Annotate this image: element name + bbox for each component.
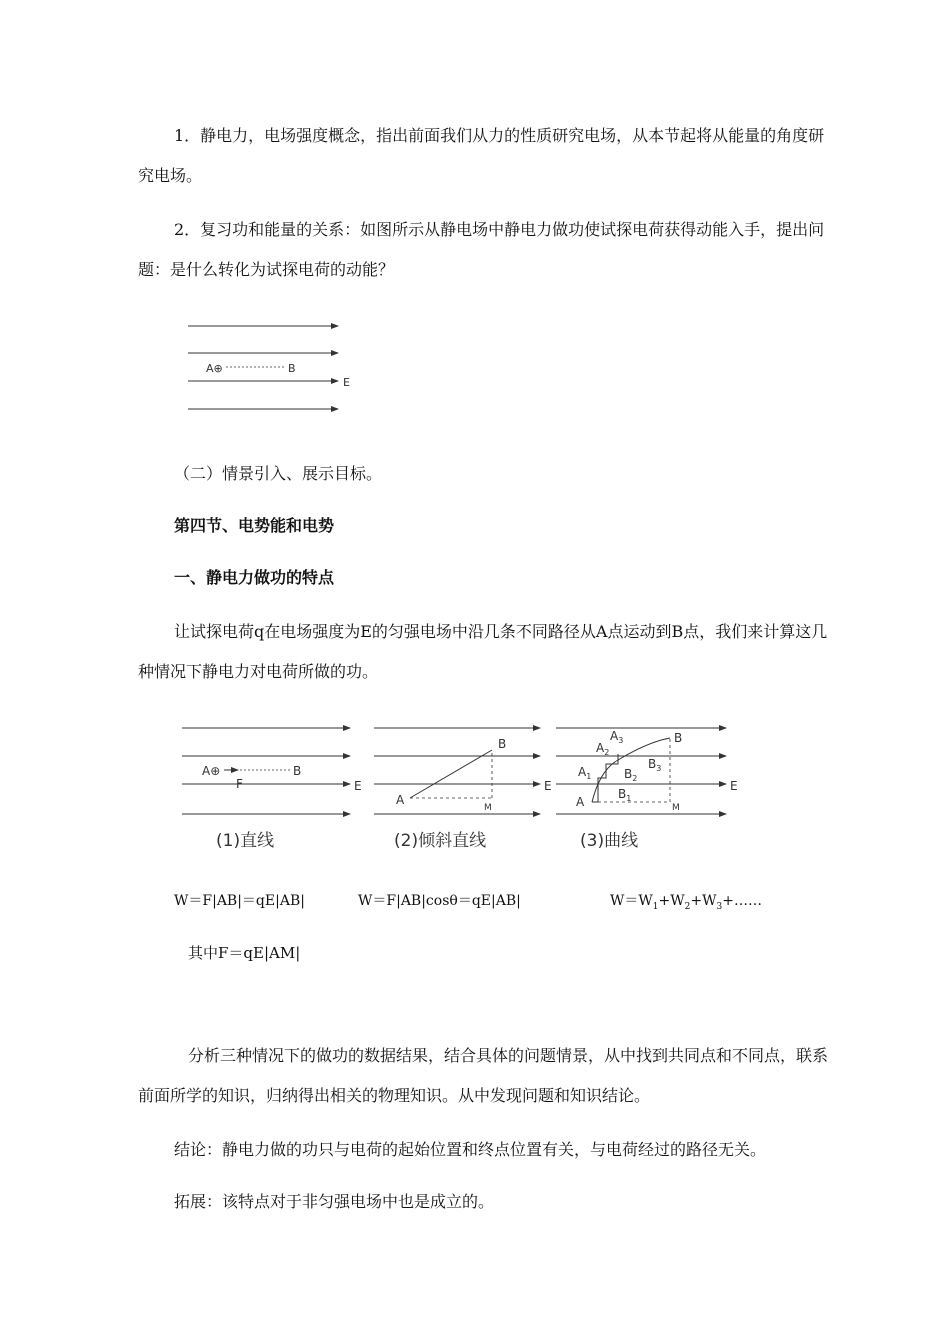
path-staircase [592,754,618,802]
panel-curved-path [556,728,738,814]
label-a3: $A_3$ [610,729,624,745]
label-b: B [674,731,683,745]
path-inclined [410,750,492,798]
paragraph-analysis: 分析三种情况下的做功的数据结果，结合具体的问题情景，从中找到共同点和不同点，联系前面所学的知识，归纳得出相关的物理知识。从中发现问题和知识结论。 [138,1046,829,1105]
formula-curve: $W=W_1+W_2+W_3+\dots\dots$ [610,893,762,912]
paragraph-review-2: 2．复习功和能量的关系：如图所示从静电场中静电力做功使试探电荷获得动能入手，提出问题：是什么转化为试探电荷的动能？ [138,220,825,279]
label-f: F [236,777,243,791]
label-a2: $A_2$ [596,741,610,757]
label-b: B [498,737,507,751]
label-b2: $B_2$ [624,767,638,783]
label-a: A⊕ [202,764,221,778]
subsection-title: 一、静电力做功的特点 [174,568,335,587]
formula-note: 其中F＝qE|AM| [188,944,301,962]
label-b1: $B_1$ [618,787,632,803]
panel-straight-path [182,728,362,814]
section-title: 第四节、电势能和电势 [174,516,335,535]
label-e: E [730,779,738,793]
paragraph-conclusion: 结论：静电力做的功只与电荷的起始位置和终点位置有关，与电荷经过的路径无关。 [174,1140,767,1159]
formula-inclined: W＝F|AB|cosθ＝qE|AB| [358,893,521,909]
label-a: A [576,795,585,809]
paragraph-setup: 让试探电荷q在电场强度为E的匀强电场中沿几条不同路径从A点运动到B点，我们来计算这几种情况下静电力对电荷所做的功。 [138,622,828,681]
figure-three-paths [178,720,748,830]
label-b: B [288,362,296,375]
label-m: M [672,803,680,813]
paragraph-review-1: 1．静电力，电场强度概念，指出前面我们从力的性质研究电场，从本节起将从能量的角度研究电场。 [138,126,825,185]
section-intro: （二）情景引入、展示目标。 [174,464,383,483]
label-a: A⊕ [206,362,223,375]
formula-straight: W＝F|AB|＝qE|AB| [174,893,305,909]
label-e: E [343,376,350,389]
label-e: E [544,779,552,793]
label-m: M [484,803,492,813]
label-a1: $A_1$ [578,765,592,781]
caption-curve: (3)曲线 [580,831,639,851]
label-a: A [396,793,405,807]
caption-inclined: (2)倾斜直线 [394,831,487,851]
figure-uniform-field [186,316,356,416]
panel-inclined-path [374,728,552,814]
label-b3: $B_3$ [648,757,662,773]
paragraph-extension: 拓展：该特点对于非匀强电场中也是成立的。 [174,1192,495,1211]
label-b: B [293,764,302,778]
label-e: E [354,779,362,793]
caption-straight: (1)直线 [216,831,275,851]
